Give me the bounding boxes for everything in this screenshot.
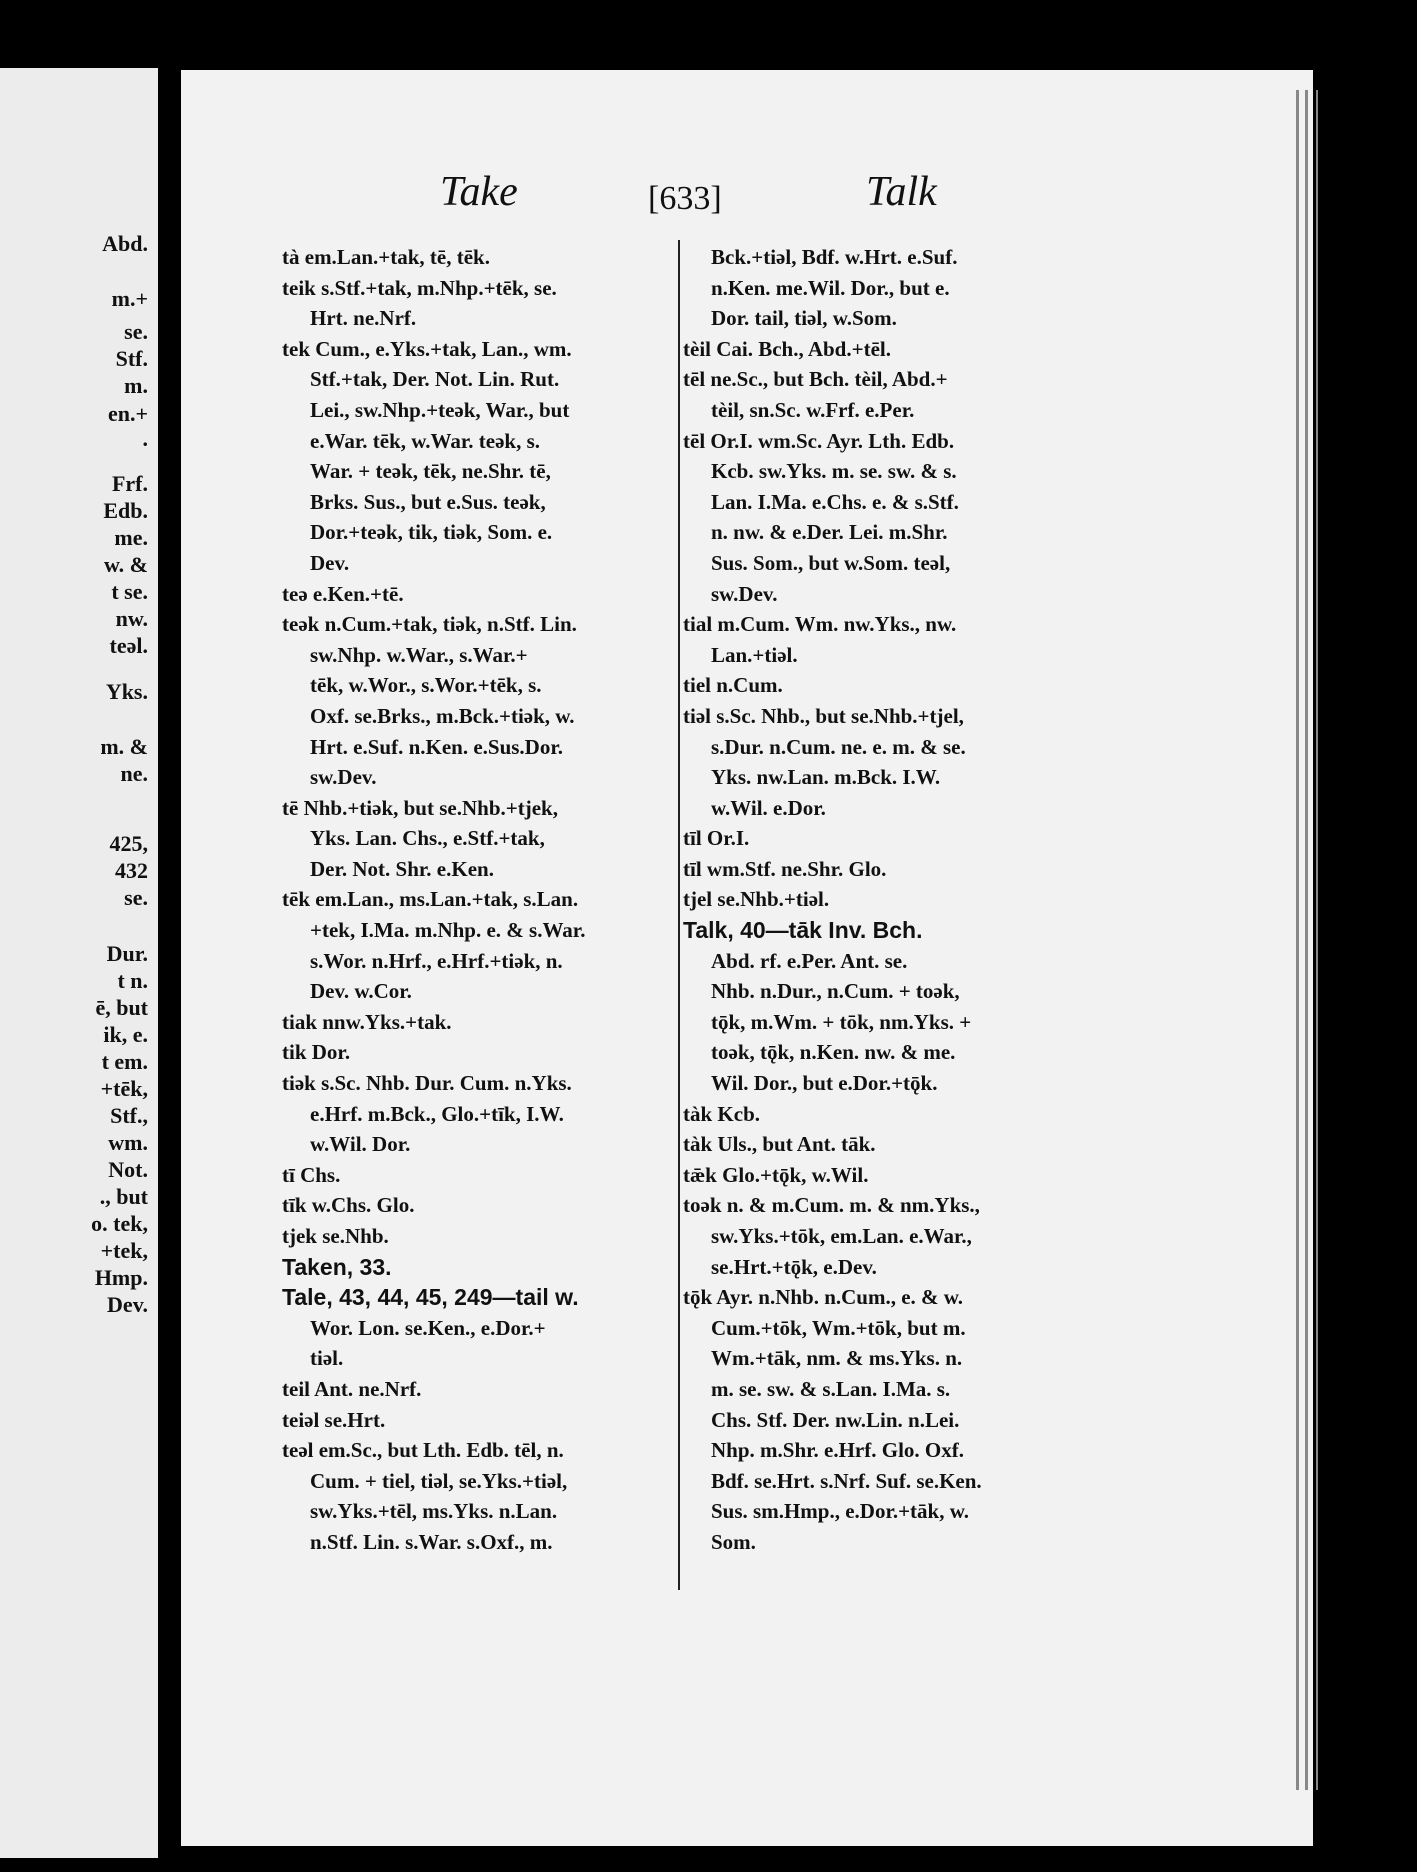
facing-page-line: Stf. — [115, 346, 148, 371]
facing-page-line: wm. — [108, 1130, 148, 1155]
entry-line: Bdf. se.Hrt. s.Nrf. Suf. se.Ken. — [711, 1468, 982, 1493]
facing-page-line: m. & — [100, 734, 148, 759]
entry-line: sw.Dev. — [310, 765, 377, 790]
facing-page-line: teəl. — [109, 633, 148, 658]
facing-page-line: w. & — [104, 552, 148, 577]
entry-line: tjek se.Nhb. — [282, 1224, 389, 1248]
entry-line: Dev. w.Cor. — [310, 979, 412, 1004]
entry-line: Som. — [711, 1529, 756, 1554]
entry-line: tjel se.Nhb.+tiəl. — [683, 887, 830, 912]
entry-line: tīl wm.Stf. ne.Shr. Glo. — [683, 856, 887, 881]
facing-page-line: Stf., — [110, 1103, 148, 1128]
facing-page-line: Dur. — [106, 941, 148, 966]
entry-line: sw.Yks.+tēl, ms.Yks. n.Lan. — [310, 1499, 558, 1524]
entry-headword-line: Talk, 40—tāk Inv. Bch. — [683, 917, 923, 944]
facing-page-line: +tēk, — [100, 1076, 148, 1101]
facing-page-line: ne. — [120, 761, 148, 786]
entry-line: teə e.Ken.+tē. — [282, 581, 404, 606]
entry-line: tèil Cai. Bch., Abd.+tēl. — [683, 336, 891, 361]
facing-page-line: ē, but — [95, 995, 148, 1020]
entry-line: teiəl se.Hrt. — [282, 1407, 386, 1432]
facing-page-line: . — [142, 426, 148, 451]
entry-line: Wm.+tāk, nm. & ms.Yks. n. — [711, 1346, 963, 1371]
entry-line: teək n.Cum.+tak, tiək, n.Stf. Lin. — [282, 612, 577, 637]
entry-line: tik Dor. — [282, 1040, 351, 1065]
entry-line: s.Dur. n.Cum. ne. e. m. & se. — [711, 734, 966, 759]
facing-page-line: t se. — [111, 579, 148, 604]
facing-page-line: Frf. — [111, 471, 148, 496]
entry-line: Abd. rf. e.Per. Ant. se. — [711, 948, 908, 973]
facing-page-line: ik, e. — [103, 1022, 148, 1047]
entry-line: Oxf. se.Brks., m.Bck.+tiək, w. — [310, 703, 575, 728]
entry-line: toək n. & m.Cum. m. & nm.Yks., — [683, 1193, 980, 1218]
entry-line: n. nw. & e.Der. Lei. m.Shr. — [711, 520, 948, 545]
facing-page-line: se. — [124, 885, 148, 910]
entry-line: tīl Or.I. — [683, 826, 750, 851]
facing-page-line: m.+ — [111, 286, 148, 311]
entry-line: Nhb. n.Dur., n.Cum. + toək, — [711, 979, 960, 1004]
entry-line: Kcb. sw.Yks. m. se. sw. & s. — [711, 459, 957, 484]
entry-line: sw.Yks.+tōk, em.Lan. e.War., — [711, 1224, 972, 1248]
entry-line: n.Ken. me.Wil. Dor., but e. — [711, 275, 950, 300]
entry-line: Lan.+tiəl. — [711, 642, 798, 667]
facing-page-line: me. — [114, 525, 148, 550]
facing-page-line: +tek, — [100, 1238, 148, 1263]
right-column — [683, 242, 1073, 1558]
facing-page-line: Dev. — [107, 1292, 148, 1317]
entry-line: tiəl. — [310, 1346, 344, 1371]
entry-line: Sus. sm.Hmp., e.Dor.+tāk, w. — [711, 1499, 969, 1524]
entry-line: tiək s.Sc. Nhb. Dur. Cum. n.Yks. — [282, 1071, 572, 1096]
facing-page-line: 432 — [115, 858, 148, 883]
entry-line: tē Nhb.+tiək, but se.Nhb.+tjek, — [282, 795, 558, 820]
entry-line: tǣk Glo.+tǭk, w.Wil. — [683, 1162, 869, 1187]
entry-line: tiel n.Cum. — [683, 673, 783, 698]
entry-line: Cum. + tiel, tiəl, se.Yks.+tiəl, — [310, 1468, 568, 1493]
entry-headword-line: Tale, 43, 44, 45, 249—tail w. — [282, 1284, 579, 1311]
entry-line: Bck.+tiəl, Bdf. w.Hrt. e.Suf. — [711, 245, 958, 269]
entry-line: Brks. Sus., but e.Sus. teək, — [310, 489, 546, 514]
entry-line: Sus. Som., but w.Som. teəl, — [711, 550, 951, 575]
page-number: [633] — [648, 180, 722, 217]
entry-line: Wor. Lon. se.Ken., e.Dor.+ — [310, 1315, 546, 1340]
entry-line: teəl em.Sc., but Lth. Edb. tēl, n. — [282, 1438, 564, 1463]
facing-page-line: o. tek, — [91, 1211, 148, 1236]
facing-page-line: se. — [124, 319, 148, 344]
entry-line: tiəl s.Sc. Nhb., but se.Nhb.+tjel, — [683, 703, 964, 728]
facing-page-line: nw. — [115, 606, 148, 631]
entry-line: tǭk Ayr. n.Nhb. n.Cum., e. & w. — [683, 1285, 964, 1310]
entry-line: tial m.Cum. Wm. nw.Yks., nw. — [683, 612, 957, 637]
column-divider — [678, 240, 680, 1590]
entry-line: War. + teək, tēk, ne.Shr. tē, — [310, 459, 551, 484]
entry-line: s.Wor. n.Hrf., e.Hrf.+tiək, n. — [310, 948, 563, 973]
left-column — [282, 242, 672, 1558]
entry-line: sw.Nhp. w.War., s.War.+ — [310, 642, 528, 667]
entry-line: sw.Dev. — [711, 581, 778, 606]
entry-line: toək, tǭk, n.Ken. nw. & me. — [711, 1040, 956, 1065]
entry-line: Stf.+tak, Der. Not. Lin. Rut. — [310, 367, 560, 392]
entry-line: tiak nnw.Yks.+tak. — [282, 1009, 452, 1034]
entry-line: Dev. — [310, 550, 350, 575]
entry-headword-line: Taken, 33. — [282, 1253, 392, 1280]
entry-line: Nhp. m.Shr. e.Hrf. Glo. Oxf. — [711, 1438, 964, 1463]
facing-page-line: Edb. — [103, 498, 148, 523]
facing-page-line: t n. — [117, 968, 148, 993]
entry-line: n.Stf. Lin. s.War. s.Oxf., m. — [310, 1529, 553, 1554]
page-edge — [1305, 90, 1308, 1790]
entry-line: Lei., sw.Nhp.+teək, War., but — [310, 397, 570, 422]
facing-page-line: Hmp. — [94, 1265, 148, 1290]
entry-line: Der. Not. Shr. e.Ken. — [310, 856, 494, 881]
facing-page-line: t em. — [101, 1049, 148, 1074]
entry-line: w.Wil. e.Dor. — [711, 795, 826, 820]
entry-line: tī Chs. — [282, 1162, 341, 1187]
entry-line: Dor. tail, tiəl, w.Som. — [711, 306, 897, 331]
entry-line: tēl Or.I. wm.Sc. Ayr. Lth. Edb. — [683, 428, 955, 453]
entry-line: tàk Kcb. — [683, 1101, 761, 1126]
entry-line: Hrt. ne.Nrf. — [310, 306, 417, 331]
entry-line: tèil, sn.Sc. w.Frf. e.Per. — [711, 397, 915, 422]
entry-line: Yks. Lan. Chs., e.Stf.+tak, — [310, 826, 545, 851]
entry-line: Wil. Dor., but e.Dor.+tǭk. — [711, 1071, 938, 1096]
facing-page-line: ., but — [99, 1184, 148, 1209]
entry-line: Dor.+teək, tik, tiək, Som. e. — [310, 520, 553, 545]
page-edge — [1296, 90, 1299, 1790]
entry-line: tēk em.Lan., ms.Lan.+tak, s.Lan. — [282, 887, 579, 912]
entry-line: e.War. tēk, w.War. teək, s. — [310, 428, 541, 453]
entry-line: tīk w.Chs. Glo. — [282, 1193, 415, 1218]
entry-line: se.Hrt.+tǭk, e.Dev. — [711, 1254, 877, 1279]
entry-line: Lan. I.Ma. e.Chs. e. & s.Stf. — [711, 489, 959, 514]
entry-line: Hrt. e.Suf. n.Ken. e.Sus.Dor. — [310, 734, 563, 759]
entry-line: tēl ne.Sc., but Bch. tèil, Abd.+ — [683, 367, 948, 392]
facing-page-line: m. — [124, 373, 148, 398]
header-right-word: Talk — [866, 169, 937, 215]
entry-line: m. se. sw. & s.Lan. I.Ma. s. — [711, 1376, 951, 1401]
entry-line: teil Ant. ne.Nrf. — [282, 1376, 422, 1401]
facing-page-line: Not. — [108, 1157, 148, 1182]
facing-page-line: Yks. — [105, 679, 148, 704]
header-left-word: Take — [440, 169, 518, 215]
facing-page-line: Abd. — [102, 231, 148, 256]
entry-line: w.Wil. Dor. — [310, 1132, 411, 1157]
facing-page-line: en.+ — [107, 401, 148, 426]
entry-line: Cum.+tōk, Wm.+tōk, but m. — [711, 1315, 966, 1340]
entry-line: tà em.Lan.+tak, tē, tēk. — [282, 245, 490, 269]
entry-line: tek Cum., e.Yks.+tak, Lan., wm. — [282, 336, 572, 361]
entry-line: +tek, I.Ma. m.Nhp. e. & s.War. — [310, 918, 586, 943]
entry-line: tēk, w.Wor., s.Wor.+tēk, s. — [310, 673, 542, 698]
entry-line: e.Hrf. m.Bck., Glo.+tīk, I.W. — [310, 1101, 564, 1126]
entry-line: teik s.Stf.+tak, m.Nhp.+tēk, se. — [282, 275, 557, 300]
facing-page-line: 425, — [109, 831, 148, 856]
entry-line: Yks. nw.Lan. m.Bck. I.W. — [711, 765, 941, 790]
entry-line: Chs. Stf. Der. nw.Lin. n.Lei. — [711, 1407, 960, 1432]
entry-line: tàk Uls., but Ant. tāk. — [683, 1132, 876, 1157]
entry-line: tǭk, m.Wm. + tōk, nm.Yks. + — [711, 1009, 972, 1034]
page-edge — [1316, 90, 1318, 1790]
